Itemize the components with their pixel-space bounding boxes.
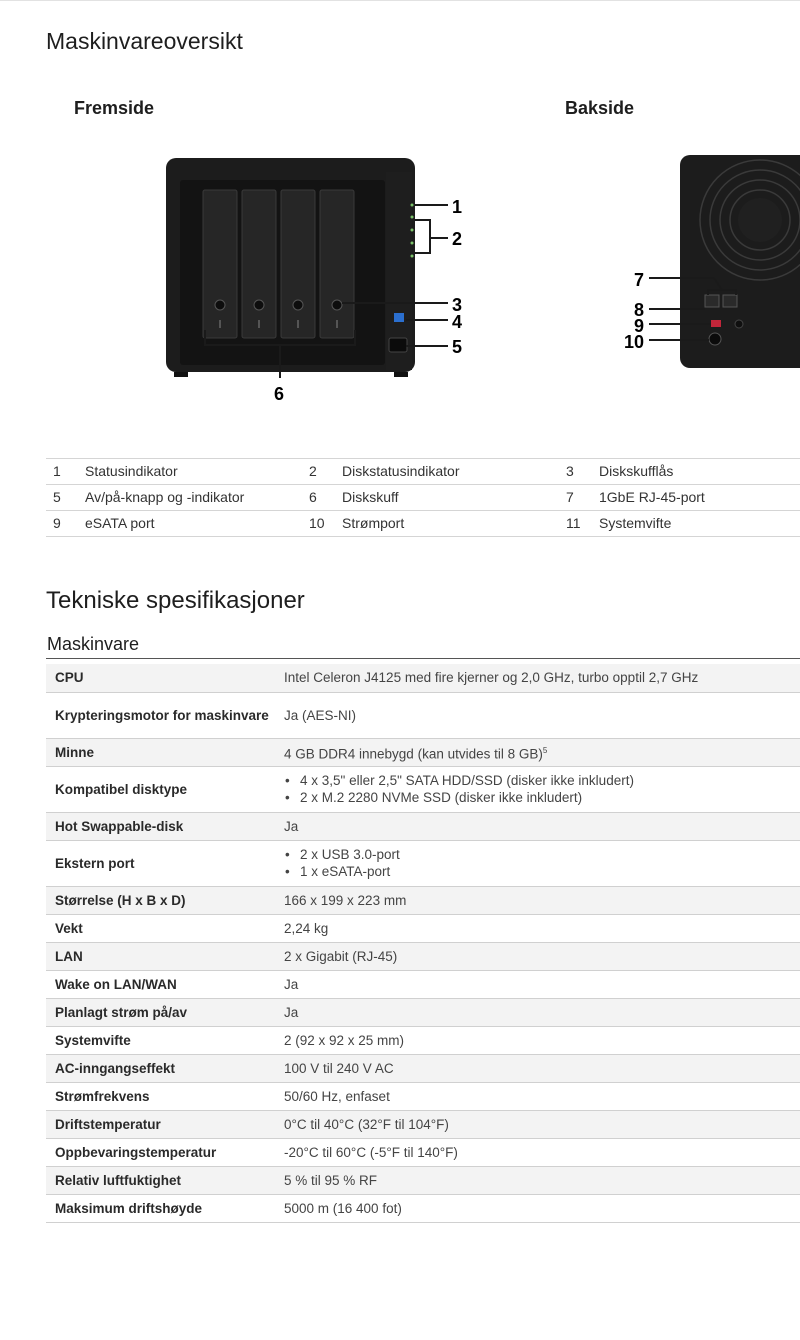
overview-title: Maskinvareoversikt — [46, 28, 243, 54]
spec-row — [46, 1166, 800, 1194]
bullet-item: • 2 x M.2 2280 NVMe SSD (disker ikke inkludert) — [284, 789, 800, 806]
spec-label: Hot Swappable-disk — [46, 812, 275, 840]
spec-value — [275, 738, 800, 766]
legend-number: 1 — [53, 463, 61, 479]
spec-value: Ja — [275, 812, 800, 840]
spec-value: Intel Celeron J4125 med fire kjerner og 2,0 GHz, turbo opptil 2,7 GHz — [275, 664, 800, 692]
legend-text: Systemvifte — [599, 515, 672, 531]
spec-value: Ja — [275, 998, 800, 1026]
bullet-list — [284, 772, 800, 806]
section-divider — [46, 658, 800, 659]
spec-label: Kompatibel disktype — [46, 766, 275, 812]
spec-row — [46, 664, 800, 692]
spec-label: Størrelse (H x B x D) — [46, 886, 275, 914]
legend-text: 1GbE RJ-45-port — [599, 489, 705, 505]
spec-value: 2 (92 x 92 x 25 mm) — [275, 1026, 800, 1054]
spec-value — [275, 766, 800, 812]
spec-row — [46, 998, 800, 1026]
spec-label: Vekt — [46, 914, 275, 942]
spec-value: 2 x Gigabit (RJ-45) — [275, 942, 800, 970]
spec-label: Strømfrekvens — [46, 1082, 275, 1110]
tray-lock-3 — [293, 300, 303, 310]
callout-10: 10 — [624, 332, 645, 352]
spec-label: Maksimum driftshøyde — [46, 1194, 275, 1222]
spec-row — [46, 914, 800, 942]
callout-1: 1 — [452, 197, 463, 217]
spec-label: Wake on LAN/WAN — [46, 970, 275, 998]
usb-port — [394, 313, 404, 322]
spec-row — [46, 942, 800, 970]
callout-4: 4 — [452, 312, 463, 332]
callout-5: 5 — [452, 337, 463, 357]
spec-row — [46, 812, 800, 840]
tray-lock-4 — [332, 300, 342, 310]
spec-row — [46, 692, 800, 738]
spec-label: AC-inngangseffekt — [46, 1054, 275, 1082]
bullet-item: • 2 x USB 3.0-port — [284, 846, 800, 863]
spec-value: Ja — [275, 970, 800, 998]
legend-text: Diskstatusindikator — [342, 463, 460, 479]
spec-value: 50/60 Hz, enfaset — [275, 1082, 800, 1110]
front-label: Fremside — [74, 98, 155, 118]
spec-value: Ja (AES-NI) — [275, 692, 800, 738]
spec-label: Krypteringsmotor for maskinvare — [46, 692, 275, 738]
fan-hub — [738, 198, 782, 242]
legend-number: 10 — [309, 515, 325, 531]
spec-row — [46, 1194, 800, 1222]
back-label: Bakside — [565, 98, 635, 118]
callout-9: 9 — [634, 316, 645, 336]
lan-port-1 — [705, 295, 719, 307]
callout-7: 7 — [634, 270, 645, 290]
spec-value: -20°C til 60°C (-5°F til 140°F) — [275, 1138, 800, 1166]
section-heading: Maskinvare — [47, 634, 140, 654]
power-port — [709, 333, 721, 345]
spec-value: 0°C til 40°C (32°F til 104°F) — [275, 1110, 800, 1138]
spec-value-text: 4 GB DDR4 innebygd (kan utvides til 8 GB) — [284, 746, 543, 762]
drive-tray-2 — [242, 190, 276, 338]
drive-tray-4 — [320, 190, 354, 338]
spec-label: Minne — [46, 738, 275, 766]
spec-label: Planlagt strøm på/av — [46, 998, 275, 1026]
spec-label: Ekstern port — [46, 840, 275, 886]
back-device-illustration — [600, 150, 800, 390]
spec-row — [46, 1110, 800, 1138]
esata-port — [711, 320, 721, 327]
spec-row — [46, 886, 800, 914]
callout-8: 8 — [634, 300, 645, 320]
spec-label: LAN — [46, 942, 275, 970]
spec-label: Systemvifte — [46, 1026, 275, 1054]
callout-3: 3 — [452, 295, 463, 315]
legend-number: 11 — [566, 515, 581, 531]
bullet-item: • 4 x 3,5" eller 2,5" SATA HDD/SSD (disker ikke inkludert) — [284, 772, 800, 789]
spec-label: Relativ luftfuktighet — [46, 1166, 275, 1194]
front-device-illustration — [150, 150, 480, 410]
legend-text: Diskskufflås — [599, 463, 674, 479]
spec-row — [46, 1082, 800, 1110]
legend-text: eSATA port — [85, 515, 155, 531]
spec-value: 5 % til 95 % RF — [275, 1166, 800, 1194]
top-divider — [0, 0, 800, 1]
specs-title: Tekniske spesifikasjoner — [46, 587, 305, 614]
spec-value: 166 x 199 x 223 mm — [275, 886, 800, 914]
spec-value: 100 V til 240 V AC — [275, 1054, 800, 1082]
spec-label: Oppbevaringstemperatur — [46, 1138, 275, 1166]
legend-number: 5 — [53, 489, 61, 505]
spec-row — [46, 766, 800, 812]
spec-row — [46, 1026, 800, 1054]
legend-text: Av/på-knapp og -indikator — [85, 489, 245, 505]
spec-row — [46, 1138, 800, 1166]
callout-6: 6 — [274, 384, 285, 404]
legend-number: 2 — [309, 463, 317, 479]
spec-row — [46, 738, 800, 766]
spec-row — [46, 1054, 800, 1082]
legend-row — [46, 484, 800, 511]
legend-text: Statusindikator — [85, 463, 178, 479]
spec-label: Driftstemperatur — [46, 1110, 275, 1138]
legend-row — [46, 510, 800, 537]
power-button — [389, 338, 407, 352]
legend-number: 7 — [566, 489, 574, 505]
bullet-item: • 1 x eSATA-port — [284, 863, 800, 880]
spec-row — [46, 970, 800, 998]
spec-row — [46, 840, 800, 886]
footnote-marker: 5 — [542, 745, 548, 755]
drive-tray-3 — [281, 190, 315, 338]
legend-text: Strømport — [342, 515, 405, 531]
drive-tray-1 — [203, 190, 237, 338]
spec-value: 5000 m (16 400 fot) — [275, 1194, 800, 1222]
lan-port-2 — [723, 295, 737, 307]
spec-table — [46, 664, 800, 1223]
legend-number: 3 — [566, 463, 574, 479]
spec-value: 2,24 kg — [275, 914, 800, 942]
spec-label: CPU — [46, 664, 275, 692]
spec-value — [275, 840, 800, 886]
tray-lock-1 — [215, 300, 225, 310]
callout-2: 2 — [452, 229, 463, 249]
legend-row — [46, 458, 800, 485]
legend-number: 6 — [309, 489, 317, 505]
tray-lock-2 — [254, 300, 264, 310]
bullet-list — [284, 846, 800, 880]
legend-number: 9 — [53, 515, 61, 531]
legend-text: Diskskuff — [342, 489, 399, 505]
